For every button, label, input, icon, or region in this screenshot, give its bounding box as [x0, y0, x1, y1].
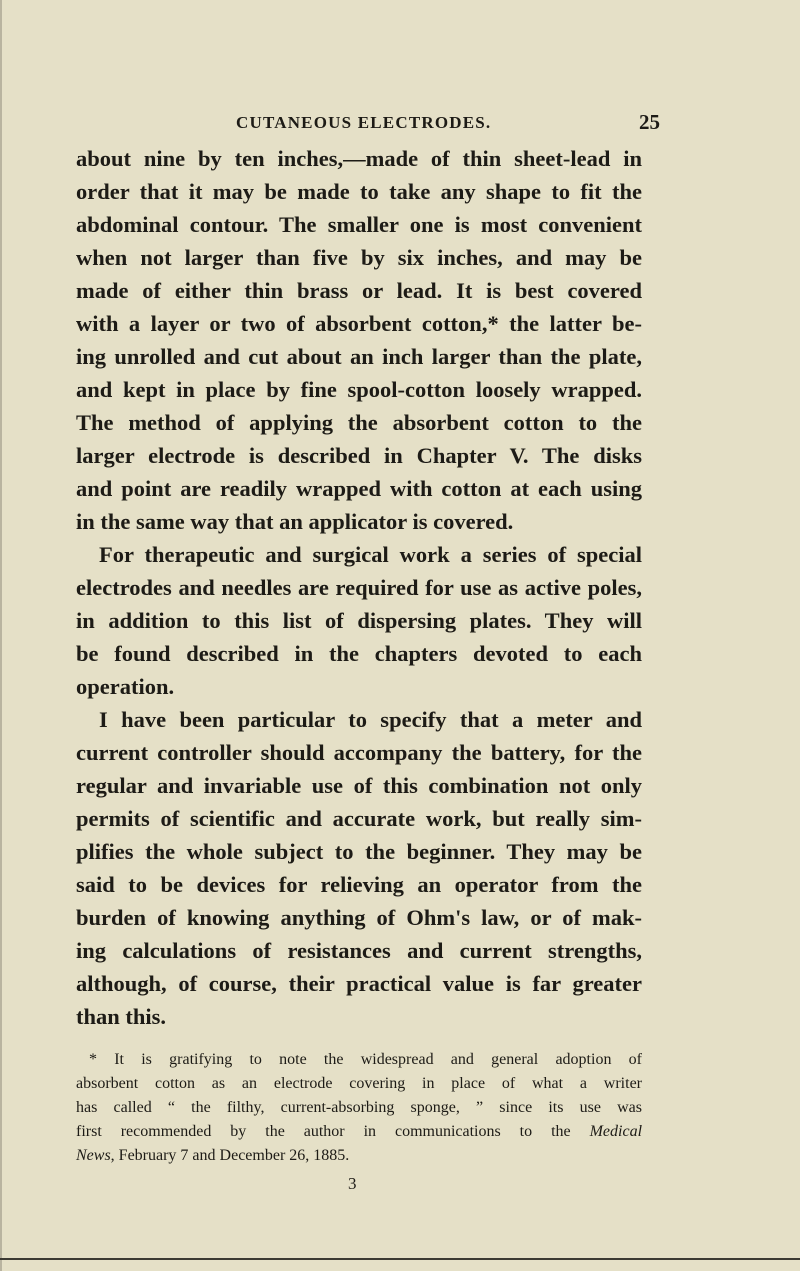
body-line: about nine by ten inches,—made of thin sheet-lead in — [76, 146, 642, 171]
journal-title: News — [76, 1147, 111, 1164]
body-line: in the same way that an applicator is covered. — [76, 509, 514, 534]
body-line: larger electrode is described in Chapter V. The disks — [76, 443, 642, 468]
body-line: abdominal contour. The smaller one is most convenient — [76, 212, 642, 237]
page-number: 25 — [639, 110, 660, 134]
body-line: made of either thin brass or lead. It is best covered — [76, 278, 642, 303]
body-line: ing calculations of resistances and current strengths, — [76, 938, 642, 963]
body-line: The method of applying the absorbent cotton to the — [76, 410, 642, 435]
journal-title: Medical — [589, 1123, 643, 1140]
body-line: in addition to this list of dispersing plates. They will — [76, 608, 642, 633]
body-line: and kept in place by fine spool-cotton loosely wrapped. — [76, 377, 642, 402]
body-line: current controller should accompany the battery, for the — [76, 740, 642, 765]
body-line: regular and invariable use of this combination not only — [76, 773, 642, 798]
body-line: burden of knowing anything of Ohm's law, or of mak- — [76, 905, 642, 930]
body-line: operation. — [76, 674, 175, 699]
body-line: than this. — [76, 1004, 167, 1029]
footnote-line: absorbent cotton as an electrode covering in place of what a writer — [76, 1075, 642, 1092]
footnote-line: * It is gratifying to note the widespread and general adoption of — [89, 1051, 642, 1068]
body-line: and point are readily wrapped with cotton at each using — [76, 476, 642, 501]
running-title: CUTANEOUS ELECTRODES. — [236, 113, 492, 132]
body-line: order that it may be made to take any shape to fit the — [76, 179, 642, 204]
footnote-line — [76, 1148, 642, 1164]
footnote-line — [76, 1124, 642, 1140]
body-line: with a layer or two of absorbent cotton,* the latter be- — [76, 311, 642, 336]
body-line: permits of scientific and accurate work, but really sim- — [76, 806, 642, 831]
body-line: when not larger than five by six inches, and may be — [76, 245, 642, 270]
signature-mark: 3 — [348, 1174, 357, 1193]
body-line: although, of course, their practical value is far greater — [76, 971, 642, 996]
page-bottom-edge — [0, 1258, 800, 1260]
footnote-text: first recommended by the author in communications to the — [76, 1123, 571, 1140]
body-line: be found described in the chapters devoted to each — [76, 641, 642, 666]
body-line: electrodes and needles are required for use as active poles, — [76, 575, 642, 600]
page-edge — [0, 0, 2, 1271]
footnote-text: , February 7 and December 26, 1885. — [110, 1147, 350, 1164]
body-line: I have been particular to specify that a meter and — [99, 707, 642, 732]
body-line: ing unrolled and cut about an inch larger than the plate, — [76, 344, 642, 369]
body-line: said to be devices for relieving an operator from the — [76, 872, 642, 897]
body-line: plifies the whole subject to the beginner. They may be — [76, 839, 642, 864]
footnote-line: has called “ the filthy, current-absorbing sponge, ” since its use was — [76, 1099, 642, 1116]
body-line: For therapeutic and surgical work a series of special — [99, 542, 642, 567]
